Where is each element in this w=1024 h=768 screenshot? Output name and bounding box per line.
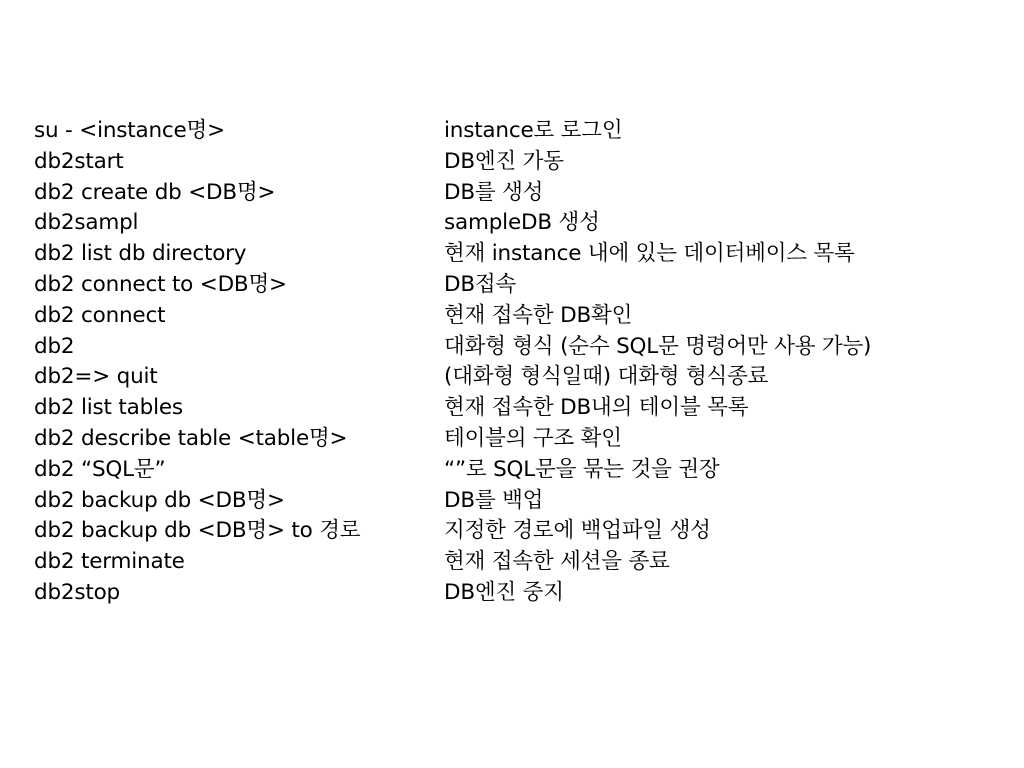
description-text: DB를 백업 [444,487,544,513]
command-text: db2stop [34,579,121,605]
description-text: (대화형 형식일때) 대화형 형식종료 [444,364,769,390]
description-text: 현재 instance 내에 있는 데이터베이스 목록 [444,241,855,267]
description-text: 현재 접속한 DB확인 [444,302,633,328]
description-text: DB엔진 가동 [444,148,564,174]
description-text: DB접속 [444,271,517,297]
command-text: db2 list tables [34,395,183,421]
description-text: 지정한 경로에 백업파일 생성 [444,518,711,544]
command-text: db2 “SQL문” [34,456,166,482]
command-text: db2 list db directory [34,241,247,267]
description-text: DB를 생성 [444,179,544,205]
description-text: 현재 접속한 DB내의 테이블 목록 [444,395,749,421]
table-row [34,178,994,209]
command-text: db2 connect [34,302,166,328]
command-text: db2 connect to <DB명> [34,271,287,297]
command-text: db2start [34,148,124,174]
command-text: db2 backup db <DB명> to 경로 [34,518,361,544]
table-row [34,208,994,239]
table-row [34,547,994,578]
table-row [34,239,994,270]
description-text: 테이블의 구조 확인 [444,425,622,451]
table-row [34,362,994,393]
table-row [34,424,994,455]
command-text: db2 terminate [34,549,185,575]
table-row [34,147,994,178]
table-row [34,116,994,147]
command-text: db2 backup db <DB명> [34,487,285,513]
table-row [34,486,994,517]
command-text: su - <instance명> [34,118,225,143]
table-row [34,393,994,424]
description-text: sampleDB 생성 [444,210,600,236]
command-text: db2sampl [34,210,139,236]
description-text: 현재 접속한 세션을 종료 [444,549,670,575]
table-row [34,455,994,486]
command-table [34,116,994,609]
table-row [34,578,994,609]
description-text: “”로 SQL문을 묶는 것을 권장 [444,456,720,482]
description-text: DB엔진 중지 [444,579,564,605]
command-text: db2=> quit [34,364,158,390]
table-row [34,301,994,332]
description-text: 대화형 형식 (순수 SQL문 명령어만 사용 가능) [444,333,872,359]
command-text: db2 create db <DB명> [34,179,276,205]
table-row [34,270,994,301]
table-row [34,332,994,363]
description-text: instance로 로그인 [444,118,623,143]
command-text: db2 [34,333,75,359]
table-row [34,516,994,547]
command-text: db2 describe table <table명> [34,425,348,451]
